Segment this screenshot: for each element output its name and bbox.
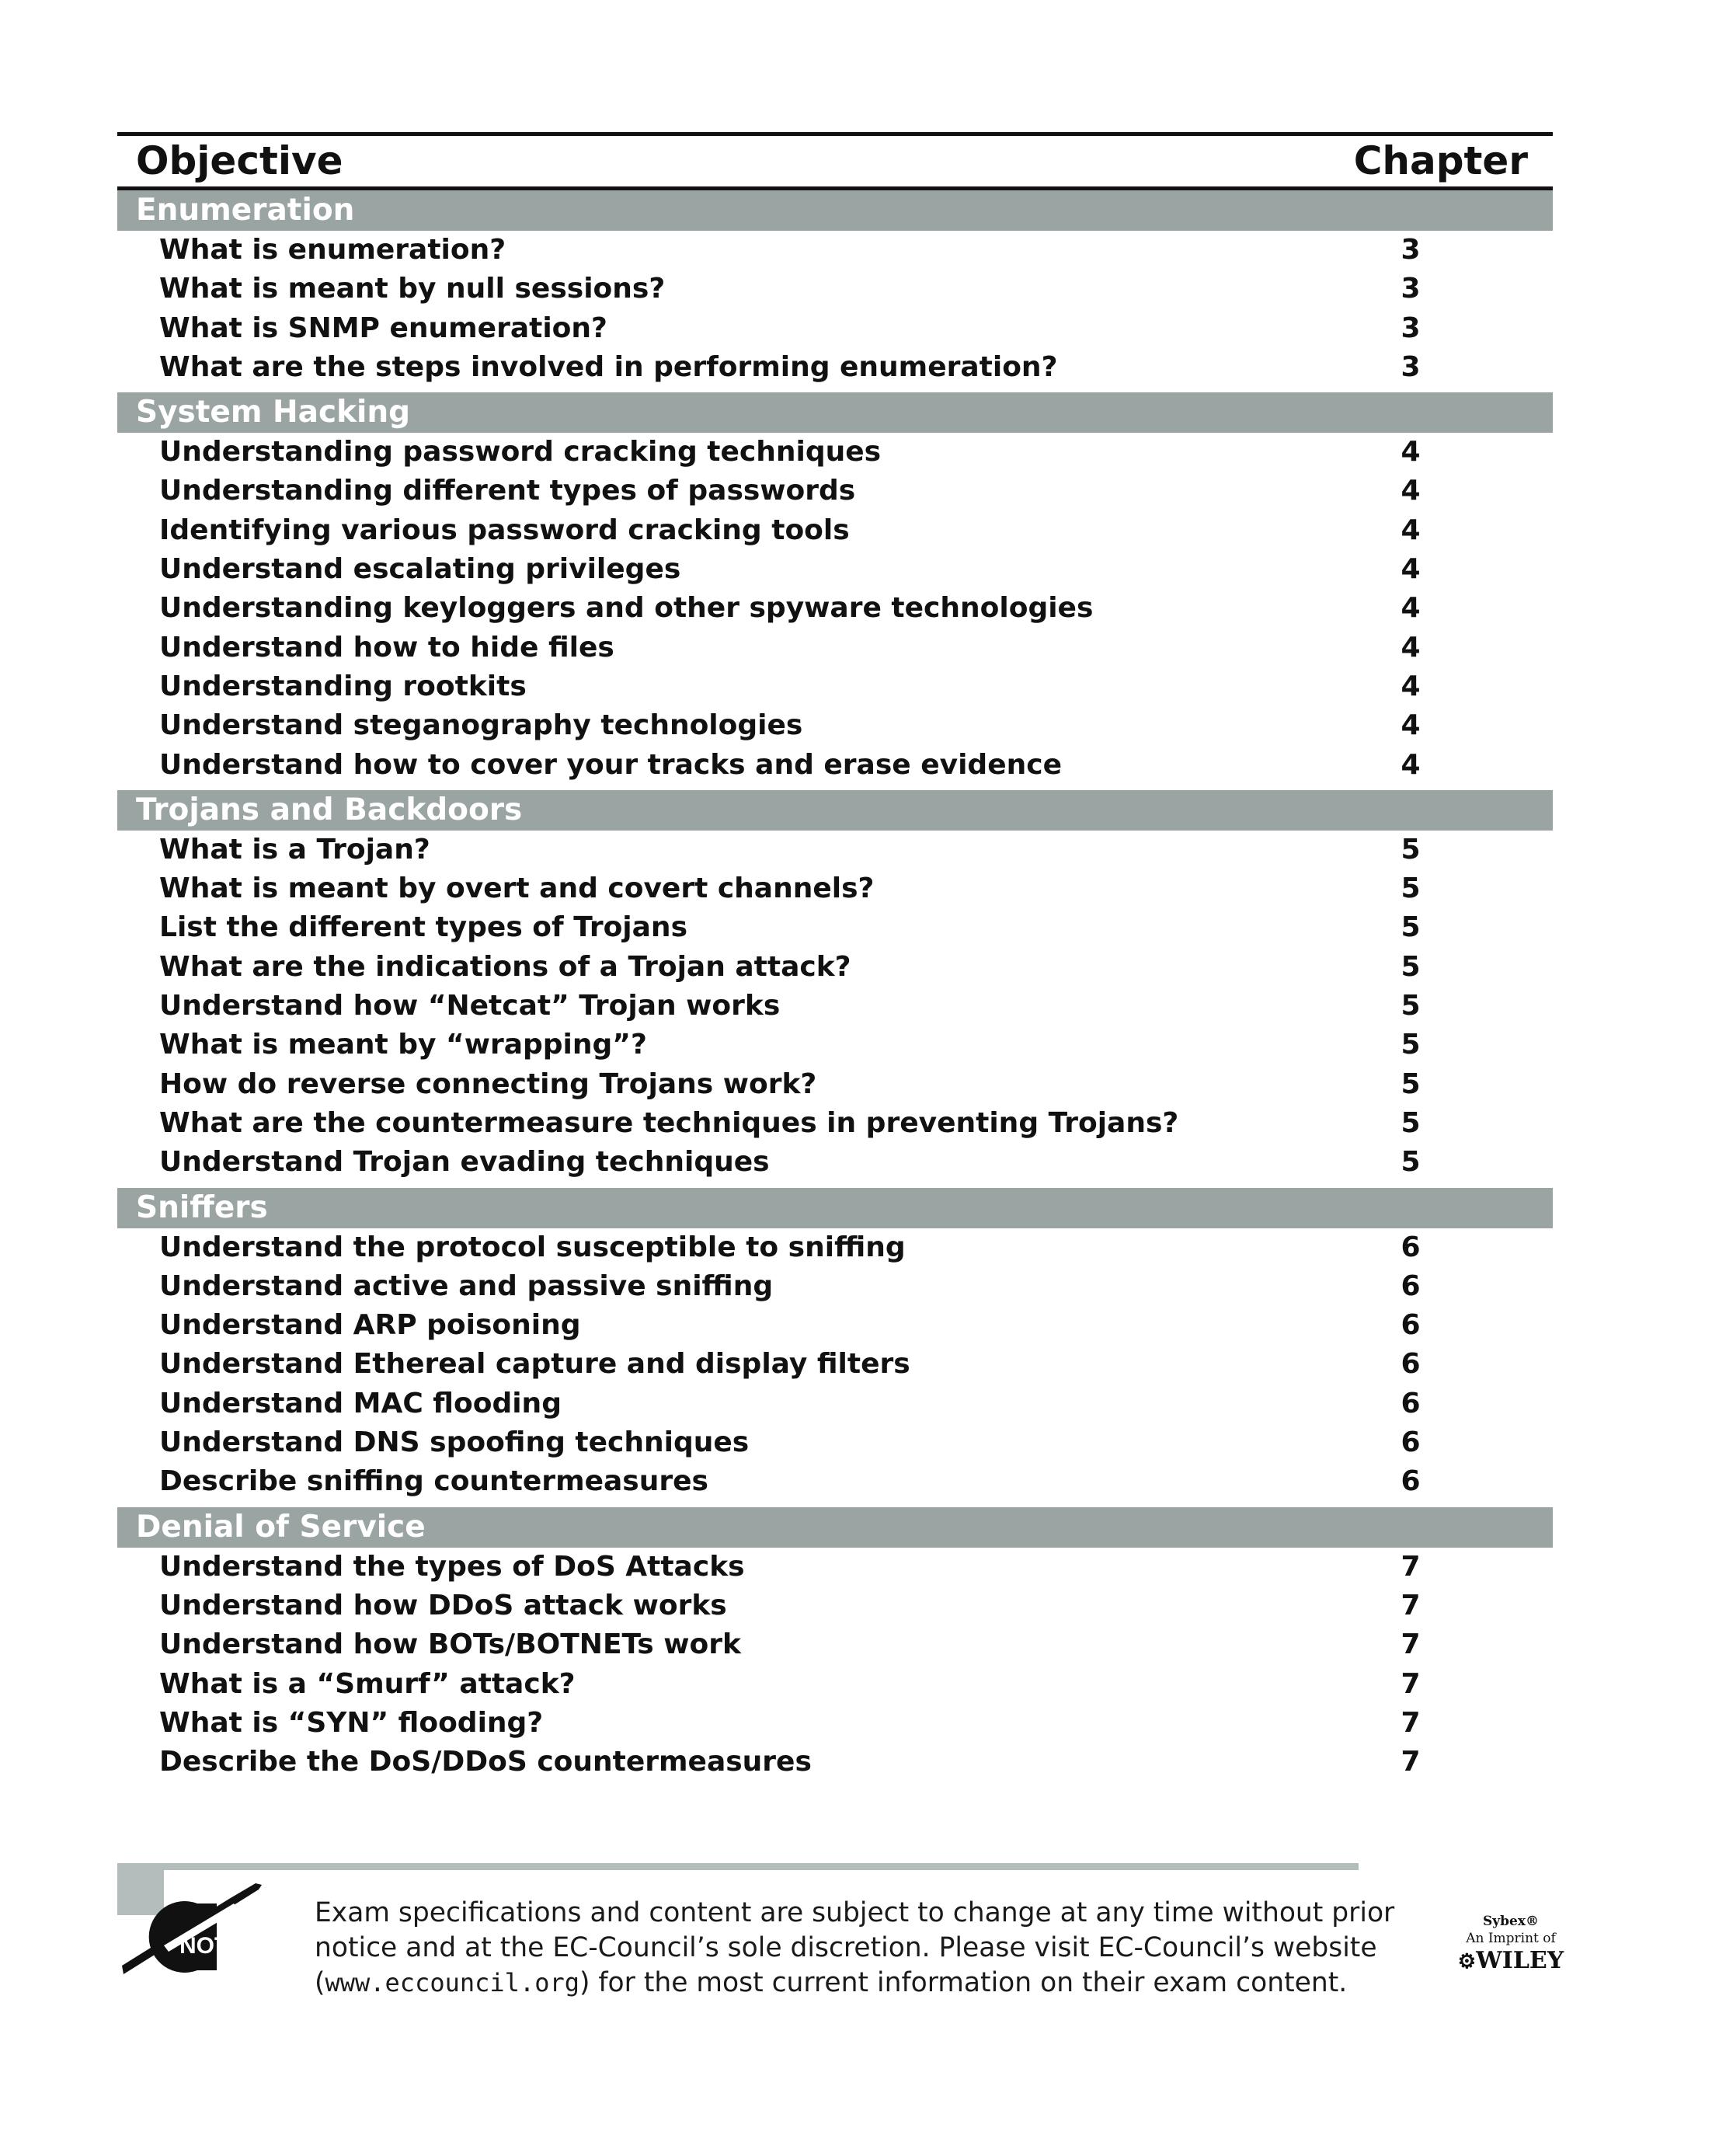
objective-cell: Understand MAC flooding: [159, 1387, 562, 1419]
objective-cell: What is a Trojan?: [159, 833, 430, 866]
chapter-cell: 4: [1401, 670, 1421, 702]
note-box: [117, 1863, 1593, 2018]
objective-cell: Understand ARP poisoning: [159, 1309, 581, 1342]
note-paren-open: (: [315, 1967, 325, 1998]
objective-column-header: Objective: [136, 138, 343, 183]
chapter-cell: 7: [1401, 1706, 1421, 1739]
chapter-cell: 6: [1401, 1270, 1421, 1302]
objective-cell: Understand active and passive sniffing: [159, 1270, 774, 1302]
chapter-cell: 5: [1401, 1146, 1421, 1179]
chapter-cell: 7: [1401, 1589, 1421, 1621]
table-row: [117, 589, 1553, 628]
table-row: [117, 746, 1553, 785]
chapter-cell: 4: [1401, 631, 1421, 664]
chapter-cell: 6: [1401, 1231, 1421, 1263]
table-row: [117, 1743, 1553, 1782]
chapter-cell: 5: [1401, 873, 1421, 905]
objective-cell: What is enumeration?: [159, 234, 506, 266]
objective-cell: Understand how to hide files: [159, 631, 614, 664]
table-section: [117, 1188, 1553, 1502]
table-row: [117, 231, 1553, 270]
objective-cell: Identifying various password cracking tools: [159, 514, 850, 546]
objective-cell: Understanding keyloggers and other spyware technologies: [159, 592, 1094, 625]
table-row: [117, 1385, 1553, 1423]
wiley-logo: [1453, 1947, 1569, 1976]
objective-cell: What is meant by “wrapping”?: [159, 1029, 647, 1061]
table-row: [117, 1306, 1553, 1345]
objective-cell: Understanding different types of passwords: [159, 475, 856, 507]
note-icon-label: NOTE: [179, 1933, 245, 1959]
chapter-cell: 4: [1401, 475, 1421, 507]
note-line: notice and at the EC-Council’s sole discretion. Please visit EC-Council’s website: [315, 1932, 1377, 1963]
table-row: [117, 270, 1553, 308]
objective-cell: Understand how BOTs/BOTNETs work: [159, 1628, 741, 1661]
objective-cell: What is “SYN” flooding?: [159, 1706, 544, 1739]
table-row: [117, 309, 1553, 348]
objective-cell: Understand how DDoS attack works: [159, 1589, 727, 1621]
objective-cell: Understanding rootkits: [159, 670, 527, 702]
objective-cell: Understand Trojan evading techniques: [159, 1146, 770, 1179]
objective-cell: Understand DNS spoofing techniques: [159, 1426, 750, 1459]
note-line-rest: ) for the most current information on their exam content.: [579, 1967, 1348, 1998]
table-row: [117, 1345, 1553, 1384]
chapter-cell: 7: [1401, 1628, 1421, 1661]
table-row: [117, 1625, 1553, 1664]
table-row: [117, 1462, 1553, 1501]
chapter-cell: 5: [1401, 950, 1421, 983]
chapter-cell: 3: [1401, 273, 1421, 305]
objective-cell: Understand how to cover your tracks and erase evidence: [159, 748, 1063, 781]
section-heading: Enumeration: [117, 190, 1553, 231]
table-section: [117, 1507, 1553, 1782]
table-section: [117, 190, 1553, 387]
chapter-cell: 3: [1401, 350, 1421, 383]
objective-cell: Understand the types of DoS Attacks: [159, 1550, 745, 1583]
chapter-cell: 7: [1401, 1550, 1421, 1583]
note-rule: [117, 1863, 1359, 1870]
table-row: [117, 1267, 1553, 1306]
objective-cell: What are the indications of a Trojan attack?: [159, 950, 851, 983]
section-heading: Sniffers: [117, 1188, 1553, 1228]
table-row: [117, 1104, 1553, 1143]
note-text: [315, 1896, 1519, 2001]
chapter-cell: 6: [1401, 1309, 1421, 1342]
eccouncil-website-link[interactable]: www.eccouncil.org: [325, 1968, 579, 1998]
chapter-cell: 4: [1401, 553, 1421, 586]
objective-cell: Understanding password cracking techniques: [159, 436, 882, 468]
section-heading: System Hacking: [117, 392, 1553, 433]
table-row: [117, 987, 1553, 1026]
table-row: [117, 948, 1553, 987]
note-line: Exam specifications and content are subject to change at any time without prior: [315, 1897, 1395, 1928]
chapter-cell: 5: [1401, 911, 1421, 944]
chapter-cell: 5: [1401, 1029, 1421, 1061]
chapter-cell: 5: [1401, 1106, 1421, 1139]
chapter-cell: 7: [1401, 1746, 1421, 1778]
table-header: [117, 136, 1553, 190]
note-line: [315, 1966, 1519, 2001]
objective-cell: Understand how “Netcat” Trojan works: [159, 990, 781, 1022]
chapter-column-header: Chapter: [1353, 138, 1528, 183]
table-section: [117, 790, 1553, 1182]
chapter-cell: 3: [1401, 234, 1421, 266]
objective-cell: How do reverse connecting Trojans work?: [159, 1068, 817, 1100]
objective-cell: What are the steps involved in performing enumeration?: [159, 350, 1058, 383]
section-heading: Trojans and Backdoors: [117, 790, 1553, 831]
table-row: [117, 1228, 1553, 1267]
objective-cell: Describe sniffing countermeasures: [159, 1465, 708, 1498]
table-row: [117, 433, 1553, 472]
objective-cell: Understand Ethereal capture and display filters: [159, 1348, 910, 1381]
chapter-cell: 5: [1401, 990, 1421, 1022]
table-row: [117, 1026, 1553, 1064]
chapter-cell: 4: [1401, 592, 1421, 625]
table-row: [117, 1665, 1553, 1704]
chapter-cell: 6: [1401, 1348, 1421, 1381]
chapter-cell: 4: [1401, 748, 1421, 781]
objectives-table: [117, 132, 1553, 1782]
table-row: [117, 472, 1553, 510]
table-row: [117, 348, 1553, 387]
objective-cell: Understand the protocol susceptible to sniffing: [159, 1231, 906, 1263]
table-row: [117, 1065, 1553, 1104]
table-row: [117, 1143, 1553, 1182]
objective-cell: Understand escalating privileges: [159, 553, 681, 586]
table-row: [117, 629, 1553, 667]
note-pen-icon: [117, 1877, 265, 1978]
table-row: [117, 550, 1553, 589]
objective-cell: List the different types of Trojans: [159, 911, 687, 944]
table-row: [117, 667, 1553, 706]
chapter-cell: 4: [1401, 709, 1421, 742]
table-row: [117, 869, 1553, 908]
table-row: [117, 1587, 1553, 1625]
objective-cell: Describe the DoS/DDoS countermeasures: [159, 1746, 812, 1778]
table-row: [117, 831, 1553, 869]
table-row: [117, 1423, 1553, 1462]
objective-cell: What is meant by null sessions?: [159, 273, 666, 305]
objective-cell: Understand steganography technologies: [159, 709, 803, 742]
wiley-logo-text: WILEY: [1476, 1947, 1564, 1974]
objective-cell: What is meant by overt and covert channels?: [159, 873, 875, 905]
publisher-name: Sybex®: [1483, 1914, 1539, 1929]
section-heading: Denial of Service: [117, 1507, 1553, 1548]
chapter-cell: 6: [1401, 1387, 1421, 1419]
objective-cell: What is a “Smurf” attack?: [159, 1667, 576, 1700]
table-row: [117, 908, 1553, 947]
publisher-logo: [1453, 1913, 1569, 1976]
chapter-cell: 4: [1401, 514, 1421, 546]
table-body: [117, 190, 1553, 1782]
objective-cell: What is SNMP enumeration?: [159, 312, 607, 344]
publisher-imprint: An Imprint of: [1466, 1931, 1556, 1946]
chapter-cell: 7: [1401, 1667, 1421, 1700]
chapter-cell: 5: [1401, 833, 1421, 866]
wiley-logo-mark: ⚙: [1457, 1950, 1477, 1973]
chapter-cell: 5: [1401, 1068, 1421, 1100]
table-row: [117, 706, 1553, 745]
table-row: [117, 511, 1553, 550]
table-section: [117, 392, 1553, 785]
chapter-cell: 4: [1401, 436, 1421, 468]
table-row: [117, 1704, 1553, 1743]
chapter-cell: 6: [1401, 1426, 1421, 1459]
chapter-cell: 6: [1401, 1465, 1421, 1498]
objective-cell: What are the countermeasure techniques in preventing Trojans?: [159, 1106, 1179, 1139]
chapter-cell: 3: [1401, 312, 1421, 344]
table-row: [117, 1548, 1553, 1587]
